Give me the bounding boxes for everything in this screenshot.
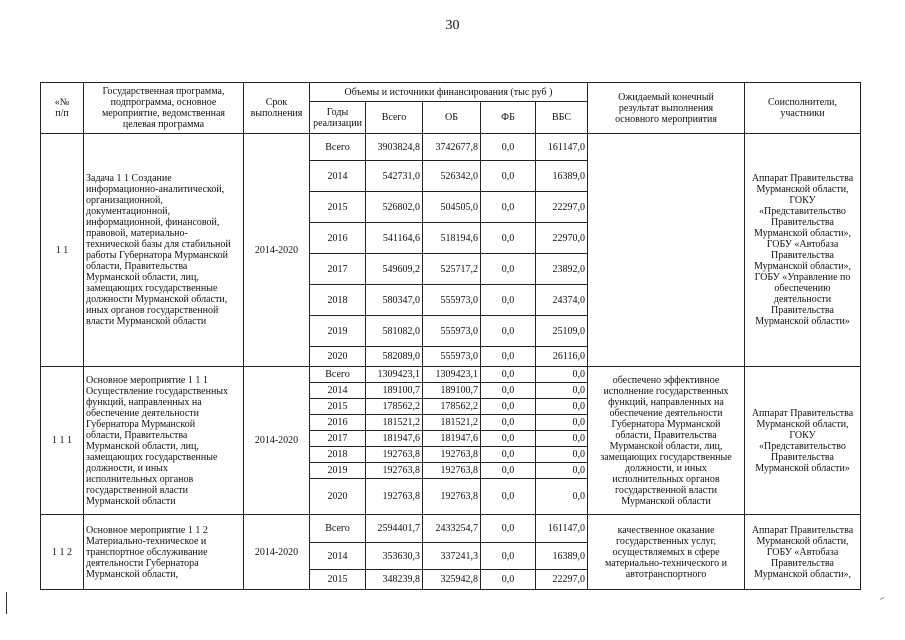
cell-ob: 337241,3 [423, 543, 481, 570]
page-number: 30 [445, 18, 460, 33]
cell-fb: 0,0 [481, 463, 536, 479]
cell-fb: 0,0 [481, 161, 536, 192]
corner-mark [880, 597, 884, 600]
cell-fb: 0,0 [481, 431, 536, 447]
cell-total: 178562,2 [366, 399, 423, 415]
cell-total: 181947,6 [366, 431, 423, 447]
cell-year: Всего [310, 515, 366, 543]
cell-total: 348239,8 [366, 570, 423, 590]
left-margin-mark [6, 592, 7, 614]
cell-vbs: 0,0 [536, 415, 588, 431]
cell-fb: 0,0 [481, 254, 536, 285]
cell-ob: 181521,2 [423, 415, 481, 431]
cell-fb: 0,0 [481, 192, 536, 223]
cell-total: 580347,0 [366, 285, 423, 316]
cell-vbs: 16389,0 [536, 161, 588, 192]
cell-fb: 0,0 [481, 399, 536, 415]
cell-year: Всего [310, 134, 366, 161]
cell-vbs: 25109,0 [536, 316, 588, 347]
cell-vbs: 0,0 [536, 479, 588, 515]
cell-year: 2016 [310, 223, 366, 254]
cell-vbs: 16389,0 [536, 543, 588, 570]
row-number: 1 1 [41, 134, 84, 367]
row-number: 1 1 2 [41, 515, 84, 590]
cell-year: 2015 [310, 399, 366, 415]
row-partners: Аппарат Правительства Мурманской области, ГОКУ «Представительство Правительства Мурманской области», ГОБУ «Автобаза Правительства Мурманской области», ГОБУ «Управление по обеспечению деятельности Правительства Мурманской области» [745, 134, 861, 367]
cell-ob: 192763,8 [423, 479, 481, 515]
cell-vbs: 23892,0 [536, 254, 588, 285]
cell-total: 192763,8 [366, 479, 423, 515]
row-description: Задача 1 1 Создание информационно-аналитической, организационной, документационной, информационной, финансовой, правовой, материально- технической базы для стабильной работы Губернатора Мурманской области, Правительства Мурманской области, лиц, замещающих государственные должности Мурманской области, иных органов государственной власти Мурманской области [84, 134, 244, 367]
header-fb: ФБ [481, 102, 536, 134]
cell-total: 542731,0 [366, 161, 423, 192]
header-years: Годы реализации [310, 102, 366, 134]
cell-vbs: 0,0 [536, 463, 588, 479]
header-ob: ОБ [423, 102, 481, 134]
cell-year: 2018 [310, 285, 366, 316]
cell-ob: 526342,0 [423, 161, 481, 192]
cell-total: 192763,8 [366, 447, 423, 463]
cell-ob: 504505,0 [423, 192, 481, 223]
cell-ob: 555973,0 [423, 347, 481, 367]
header-num: «№ п/п [41, 83, 84, 134]
cell-fb: 0,0 [481, 347, 536, 367]
cell-vbs: 24374,0 [536, 285, 588, 316]
cell-fb: 0,0 [481, 415, 536, 431]
cell-total: 189100,7 [366, 383, 423, 399]
cell-ob: 2433254,7 [423, 515, 481, 543]
cell-total: 181521,2 [366, 415, 423, 431]
table-row [41, 515, 861, 543]
row-term: 2014-2020 [244, 367, 310, 515]
header-total: Всего [366, 102, 423, 134]
cell-fb: 0,0 [481, 515, 536, 543]
cell-total: 541164,6 [366, 223, 423, 254]
cell-year: 2014 [310, 161, 366, 192]
cell-ob: 178562,2 [423, 399, 481, 415]
cell-total: 353630,3 [366, 543, 423, 570]
cell-vbs: 0,0 [536, 447, 588, 463]
row-description: Основное мероприятие 1 1 1 Осуществление государственных функций, направленных на обеспечение деятельности Губернатора Мурманской области, Правительства Мурманской области, лиц, замещающих государственные должности, и иных исполнительных органов государственной власти Мурманской области [84, 367, 244, 515]
cell-ob: 325942,8 [423, 570, 481, 590]
cell-vbs: 22297,0 [536, 570, 588, 590]
cell-year: Всего [310, 367, 366, 383]
row-partners: Аппарат Правительства Мурманской области, ГОБУ «Автобаза Правительства Мурманской области», [745, 515, 861, 590]
cell-year: 2019 [310, 316, 366, 347]
cell-fb: 0,0 [481, 479, 536, 515]
cell-year: 2016 [310, 415, 366, 431]
cell-total: 582089,0 [366, 347, 423, 367]
cell-fb: 0,0 [481, 367, 536, 383]
cell-vbs: 161147,0 [536, 134, 588, 161]
cell-fb: 0,0 [481, 134, 536, 161]
cell-year: 2017 [310, 254, 366, 285]
financing-table [40, 82, 861, 590]
row-partners: Аппарат Правительства Мурманской области, ГОКУ «Представительство Правительства Мурманской области» [745, 367, 861, 515]
cell-year: 2020 [310, 479, 366, 515]
row-number: 1 1 1 [41, 367, 84, 515]
row-result [588, 134, 745, 367]
cell-total: 549609,2 [366, 254, 423, 285]
cell-total: 2594401,7 [366, 515, 423, 543]
cell-ob: 192763,8 [423, 447, 481, 463]
row-term: 2014-2020 [244, 515, 310, 590]
cell-year: 2017 [310, 431, 366, 447]
cell-ob: 189100,7 [423, 383, 481, 399]
cell-year: 2019 [310, 463, 366, 479]
cell-total: 192763,8 [366, 463, 423, 479]
cell-vbs: 0,0 [536, 367, 588, 383]
cell-vbs: 161147,0 [536, 515, 588, 543]
cell-year: 2018 [310, 447, 366, 463]
cell-vbs: 26116,0 [536, 347, 588, 367]
cell-fb: 0,0 [481, 543, 536, 570]
cell-vbs: 0,0 [536, 399, 588, 415]
cell-fb: 0,0 [481, 383, 536, 399]
cell-fb: 0,0 [481, 285, 536, 316]
header-result: Ожидаемый конечный результат выполнения основного мероприятия [588, 83, 745, 134]
cell-ob: 192763,8 [423, 463, 481, 479]
cell-total: 1309423,1 [366, 367, 423, 383]
cell-year: 2015 [310, 570, 366, 590]
row-description: Основное мероприятие 1 1 2 Материально-техническое и транспортное обслуживание деятельности Губернатора Мурманской области, [84, 515, 244, 590]
cell-ob: 555973,0 [423, 285, 481, 316]
cell-ob: 181947,6 [423, 431, 481, 447]
cell-ob: 555973,0 [423, 316, 481, 347]
header-program: Государственная программа, подпрограмма, основное мероприятие, ведомственная целевая программа [84, 83, 244, 134]
table-row [41, 367, 861, 383]
cell-vbs: 22297,0 [536, 192, 588, 223]
header-funding-group: Объемы и источники финансирования (тыс руб ) [310, 83, 588, 102]
header-vbs: ВБС [536, 102, 588, 134]
cell-total: 526802,0 [366, 192, 423, 223]
cell-vbs: 22970,0 [536, 223, 588, 254]
cell-total: 581082,0 [366, 316, 423, 347]
cell-vbs: 0,0 [536, 431, 588, 447]
cell-ob: 525717,2 [423, 254, 481, 285]
cell-vbs: 0,0 [536, 383, 588, 399]
header-term: Срок выполнения [244, 83, 310, 134]
cell-year: 2015 [310, 192, 366, 223]
cell-ob: 3742677,8 [423, 134, 481, 161]
row-result: качественное оказание государственных услуг, осуществляемых в сфере материально-технического и автотранспортного [588, 515, 745, 590]
cell-fb: 0,0 [481, 447, 536, 463]
cell-fb: 0,0 [481, 223, 536, 254]
cell-ob: 1309423,1 [423, 367, 481, 383]
cell-fb: 0,0 [481, 570, 536, 590]
cell-year: 2020 [310, 347, 366, 367]
cell-year: 2014 [310, 383, 366, 399]
cell-ob: 518194,6 [423, 223, 481, 254]
cell-fb: 0,0 [481, 316, 536, 347]
cell-total: 3903824,8 [366, 134, 423, 161]
header-row [41, 83, 861, 102]
row-term: 2014-2020 [244, 134, 310, 367]
cell-year: 2014 [310, 543, 366, 570]
header-partners: Соисполнители, участники [745, 83, 861, 134]
row-result: обеспечено эффективное исполнение государственных функций, направленных на обеспечение деятельности Губернатора Мурманской области, Правительства Мурманской области, лиц, замещающих государственные должности, и иных исполнительных органов государственной власти Мурманской области [588, 367, 745, 515]
table-row [41, 134, 861, 161]
